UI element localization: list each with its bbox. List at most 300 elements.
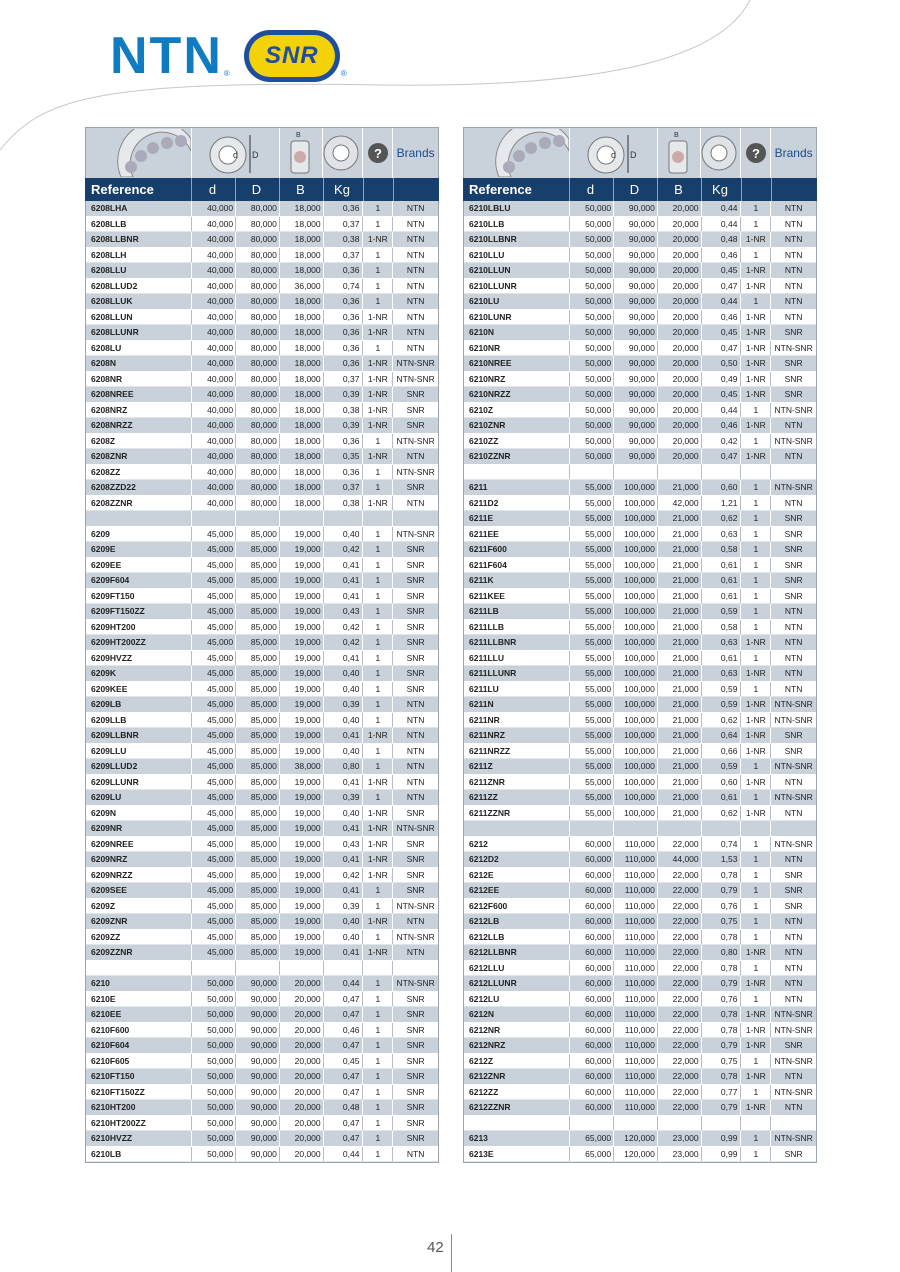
table-row <box>464 1007 816 1023</box>
cell-B: 22,000 <box>658 1085 702 1100</box>
cell-B: 19,000 <box>280 883 324 898</box>
cell-reference: 6211ZZ <box>464 790 570 805</box>
cell-D: 80,000 <box>236 449 280 464</box>
cell-d: 50,000 <box>192 992 236 1007</box>
cell-d: 55,000 <box>570 542 614 557</box>
cell-d: 65,000 <box>570 1147 614 1162</box>
cell-kg: 0,47 <box>702 449 742 464</box>
cell-brand: NTN <box>406 296 425 306</box>
cell-D: 100,000 <box>614 744 658 759</box>
cell-kg: 0,36 <box>324 201 364 216</box>
cell-d: 45,000 <box>192 527 236 542</box>
cell-kg: 0,43 <box>324 837 364 852</box>
cell-brand: SNR <box>406 1055 425 1066</box>
right-table-body <box>463 201 817 1163</box>
cell-d: 45,000 <box>192 542 236 557</box>
cell-B: 21,000 <box>658 558 702 573</box>
cell-reference: 6208LLH <box>86 248 192 263</box>
cell-kg: 0,38 <box>324 232 364 247</box>
table-row <box>464 1023 816 1039</box>
cell-brand: NTN-SNR <box>774 1009 813 1019</box>
col-brand <box>394 178 439 201</box>
cell-D: 90,000 <box>236 1023 280 1038</box>
cell-B: 18,000 <box>280 496 324 511</box>
cell-kg: 0,36 <box>324 356 364 371</box>
cell-code: 1 <box>363 620 393 635</box>
table-row <box>464 620 816 636</box>
cell-reference: 6211F604 <box>464 558 570 573</box>
table-row <box>464 542 816 558</box>
cell-d: 45,000 <box>192 821 236 836</box>
table-row <box>464 945 816 961</box>
table-row <box>464 387 816 403</box>
cell-brand: NTN <box>406 916 425 926</box>
cell-B: 18,000 <box>280 294 324 309</box>
cell-B: 20,000 <box>658 418 702 433</box>
cell-B: 20,000 <box>280 1023 324 1038</box>
cell-reference: 6208LLUNR <box>86 325 192 340</box>
cell-kg: 0,59 <box>702 697 742 712</box>
cell-brand: SNR <box>406 621 425 632</box>
brands-label: Brands <box>396 146 435 160</box>
cell-brand: NTN-SNR <box>396 373 435 384</box>
d-label: d <box>610 150 616 160</box>
table-row <box>464 573 816 589</box>
cell-kg: 0,35 <box>324 449 364 464</box>
cell-brand: SNR <box>784 575 803 585</box>
cell-D: 90,000 <box>614 310 658 325</box>
cell-reference: 6211NRZ <box>464 728 570 743</box>
cell-D: 85,000 <box>236 558 280 573</box>
cell-code <box>363 511 393 526</box>
table-row <box>464 883 816 899</box>
cell-reference: 6208LLU <box>86 263 192 278</box>
cell-brand: SNR <box>406 389 425 399</box>
bearing-photo-icon <box>464 128 570 178</box>
cell-d: 65,000 <box>570 1131 614 1146</box>
snr-logo-text: SNR <box>264 42 319 69</box>
table-row <box>464 759 816 775</box>
cell-d: 50,000 <box>570 325 614 340</box>
cell-kg: 0,47 <box>324 1007 364 1022</box>
cell-d: 50,000 <box>192 1085 236 1100</box>
cell-kg: 0,45 <box>702 387 742 402</box>
cell-brand: NTN-SNR <box>774 435 813 446</box>
table-row <box>86 620 438 636</box>
cell-D: 110,000 <box>614 899 658 914</box>
cell-d: 45,000 <box>192 945 236 960</box>
cell-d: 50,000 <box>192 976 236 991</box>
table-row <box>464 434 816 450</box>
cell-brand: SNR <box>406 606 425 616</box>
cell-B: 42,000 <box>658 496 702 511</box>
cell-B: 20,000 <box>280 1116 324 1131</box>
table-row <box>86 387 438 403</box>
cell-B: 18,000 <box>280 217 324 232</box>
table-row <box>86 635 438 651</box>
table-row <box>464 558 816 574</box>
cell-brand: SNR <box>784 869 803 880</box>
cell-kg <box>324 511 364 526</box>
cell-reference: 6211N <box>464 697 570 712</box>
cell-kg: 0,60 <box>702 775 742 790</box>
cell-kg: 0,44 <box>324 976 364 991</box>
cell-reference: 6208ZZD22 <box>86 480 192 495</box>
cell-d: 45,000 <box>192 620 236 635</box>
cell-B: 21,000 <box>658 682 702 697</box>
cell-d: 45,000 <box>192 728 236 743</box>
cell-reference: 6211LLB <box>464 620 570 635</box>
cell-code: 1 <box>741 558 771 573</box>
table-row <box>86 1023 438 1039</box>
cell-B: 19,000 <box>280 914 324 929</box>
cell-kg: 0,47 <box>702 341 742 356</box>
cell-code: 1-NR <box>363 852 393 867</box>
table-row <box>464 356 816 372</box>
cell-kg: 0,42 <box>324 542 364 557</box>
table-row <box>464 1038 816 1054</box>
cell-reference: 6208LU <box>86 341 192 356</box>
cell-D: 90,000 <box>614 201 658 216</box>
table-row <box>464 449 816 465</box>
cell-code: 1-NR <box>741 325 771 340</box>
cell-D: 80,000 <box>236 480 280 495</box>
cell-code: 1-NR <box>741 418 771 433</box>
cell-brand: SNR <box>784 900 803 911</box>
cell-D: 100,000 <box>614 604 658 619</box>
cell-code: 1 <box>363 635 393 650</box>
cell-D: 110,000 <box>614 1023 658 1038</box>
cell-reference: 6208ZZNR <box>86 496 192 511</box>
cell-reference: 6208ZNR <box>86 449 192 464</box>
cell-B: 20,000 <box>658 232 702 247</box>
cell-B: 21,000 <box>658 527 702 542</box>
table-row <box>464 201 816 217</box>
cell-kg: 0,40 <box>324 682 364 697</box>
cell-D: 100,000 <box>614 651 658 666</box>
cell-code: 1 <box>363 1147 393 1162</box>
cell-d: 45,000 <box>192 604 236 619</box>
cell-code: 1-NR <box>741 1100 771 1115</box>
cell-B: 18,000 <box>280 480 324 495</box>
cell-kg: 0,41 <box>324 573 364 588</box>
cell-reference: 6209LLUNR <box>86 775 192 790</box>
cell-kg: 0,61 <box>702 790 742 805</box>
cell-B: 19,000 <box>280 775 324 790</box>
cell-reference <box>464 465 570 480</box>
cell-kg: 0,39 <box>324 790 364 805</box>
cell-B: 23,000 <box>658 1131 702 1146</box>
cell-brand: SNR <box>784 358 803 368</box>
cell-reference: 6212NRZ <box>464 1038 570 1053</box>
cell-brand: NTN <box>406 1148 425 1159</box>
cell-code: 1-NR <box>741 387 771 402</box>
cell-D: 100,000 <box>614 713 658 728</box>
cell-brand: SNR <box>406 559 425 570</box>
cell-B: 20,000 <box>280 1100 324 1115</box>
cell-reference: 6211LLUNR <box>464 666 570 681</box>
cell-code: 1 <box>363 1100 393 1115</box>
cell-reference: 6209LLUD2 <box>86 759 192 774</box>
table-row <box>464 232 816 248</box>
cell-brand: NTN-SNR <box>774 482 813 492</box>
cell-B: 22,000 <box>658 1054 702 1069</box>
cell-D: 100,000 <box>614 790 658 805</box>
cell-reference: 6212N <box>464 1007 570 1022</box>
cell-brand: SNR <box>406 637 425 647</box>
cell-B: 21,000 <box>658 651 702 666</box>
cell-d: 55,000 <box>570 806 614 821</box>
table-row <box>464 930 816 946</box>
cell-code: 1 <box>741 837 771 852</box>
cell-brand: NTN-SNR <box>396 900 435 911</box>
cell-d: 55,000 <box>570 635 614 650</box>
table-row <box>464 713 816 729</box>
cell-D: 90,000 <box>614 232 658 247</box>
cell-d: 45,000 <box>192 713 236 728</box>
cell-code: 1-NR <box>741 341 771 356</box>
cell-d: 45,000 <box>192 899 236 914</box>
table-row <box>86 1054 438 1070</box>
table-row <box>464 635 816 651</box>
cell-B: 22,000 <box>658 1007 702 1022</box>
cell-B: 21,000 <box>658 620 702 635</box>
table-row <box>464 1054 816 1070</box>
cell-B: 19,000 <box>280 666 324 681</box>
cell-code: 1 <box>741 403 771 418</box>
cell-d: 45,000 <box>192 635 236 650</box>
cell-code: 1-NR <box>741 372 771 387</box>
cell-reference: 6208LLUN <box>86 310 192 325</box>
cell-B: 21,000 <box>658 713 702 728</box>
cell-kg: 0,41 <box>324 821 364 836</box>
cell-D <box>236 961 280 976</box>
cell-kg: 0,36 <box>324 434 364 449</box>
cell-code: 1 <box>741 930 771 945</box>
col-kg: Kg <box>702 178 742 201</box>
cell-brand: SNR <box>784 559 803 570</box>
cell-kg: 0,78 <box>702 1069 742 1084</box>
cell-brand: NTN-SNR <box>774 1086 813 1097</box>
cell-B: 19,000 <box>280 868 324 883</box>
cell-d: 55,000 <box>570 682 614 697</box>
cell-d: 50,000 <box>570 341 614 356</box>
cell-reference: 6211KEE <box>464 589 570 604</box>
cell-D: 100,000 <box>614 542 658 557</box>
cell-kg: 0,78 <box>702 961 742 976</box>
table-row <box>86 837 438 853</box>
spacer-row <box>86 511 438 527</box>
cell-reference: 6212LLU <box>464 961 570 976</box>
cell-d: 60,000 <box>570 961 614 976</box>
cell-brand: SNR <box>406 838 425 849</box>
cell-reference: 6209F604 <box>86 573 192 588</box>
col-d: d <box>570 178 614 201</box>
cell-d: 60,000 <box>570 914 614 929</box>
cell-code: 1 <box>363 883 393 898</box>
cell-kg: 0,39 <box>324 387 364 402</box>
cell-B: 21,000 <box>658 511 702 526</box>
cell-kg: 0,47 <box>324 1069 364 1084</box>
cell-code: 1 <box>741 604 771 619</box>
cell-kg: 0,75 <box>702 1054 742 1069</box>
cell-kg: 0,42 <box>324 620 364 635</box>
cell-d: 45,000 <box>192 558 236 573</box>
cell-B: 22,000 <box>658 1069 702 1084</box>
cell-reference: 6211NRZZ <box>464 744 570 759</box>
table-row <box>86 341 438 357</box>
cell-D: 90,000 <box>236 1085 280 1100</box>
cell-d: 45,000 <box>192 883 236 898</box>
cell-B: 21,000 <box>658 759 702 774</box>
table-row <box>464 837 816 853</box>
cell-d: 55,000 <box>570 558 614 573</box>
table-row <box>464 279 816 295</box>
cell-d: 55,000 <box>570 620 614 635</box>
cell-d: 40,000 <box>192 372 236 387</box>
cell-reference: 6211K <box>464 573 570 588</box>
col-D: D <box>614 178 658 201</box>
cell-code: 1 <box>363 1038 393 1053</box>
cell-brand: NTN <box>784 420 803 430</box>
cell-brand: NTN <box>406 203 425 213</box>
cell-D: 110,000 <box>614 945 658 960</box>
table-row <box>464 589 816 605</box>
cell-B: 22,000 <box>658 837 702 852</box>
cell-B: 21,000 <box>658 573 702 588</box>
cell-d: 40,000 <box>192 201 236 216</box>
cell-kg: 0,40 <box>324 744 364 759</box>
cell-kg: 0,47 <box>324 1116 364 1131</box>
cell-code: 1 <box>363 651 393 666</box>
cell-brand: NTN-SNR <box>774 792 813 802</box>
cell-reference: 6210ZZ <box>464 434 570 449</box>
col-brand <box>772 178 817 201</box>
cell-code: 1-NR <box>363 837 393 852</box>
cell-D: 110,000 <box>614 1038 658 1053</box>
cell-brand: NTN-SNR <box>774 699 813 709</box>
cell-reference: 6211D2 <box>464 496 570 511</box>
cell-brand: NTN <box>406 451 425 461</box>
table-row <box>86 589 438 605</box>
cell-B: 18,000 <box>280 248 324 263</box>
cell-D: 90,000 <box>614 263 658 278</box>
icon-header-row <box>463 127 817 178</box>
cell-reference: 6209HVZZ <box>86 651 192 666</box>
cell-reference: 6210EE <box>86 1007 192 1022</box>
cell-d: 55,000 <box>570 511 614 526</box>
cell-D: 80,000 <box>236 325 280 340</box>
cell-d: 60,000 <box>570 1069 614 1084</box>
cell-brand: NTN <box>784 203 803 213</box>
cell-D: 85,000 <box>236 589 280 604</box>
cell-kg: 0,43 <box>324 604 364 619</box>
cell-code: 1-NR <box>741 744 771 759</box>
cell-D: 80,000 <box>236 418 280 433</box>
cell-D: 80,000 <box>236 465 280 480</box>
cell-brand: SNR <box>406 1024 425 1035</box>
cell-reference: 6209LLU <box>86 744 192 759</box>
cell-d: 55,000 <box>570 713 614 728</box>
cell-reference: 6210Z <box>464 403 570 418</box>
cell-B: 18,000 <box>280 232 324 247</box>
cell-B: 19,000 <box>280 635 324 650</box>
cell-D: 80,000 <box>236 232 280 247</box>
cell-reference: 6210ZNR <box>464 418 570 433</box>
cell-B: 22,000 <box>658 992 702 1007</box>
cell-reference: 6208NREE <box>86 387 192 402</box>
cell-reference: 6212ZZNR <box>464 1100 570 1115</box>
cell-brand: NTN <box>784 497 803 508</box>
cell-brand: SNR <box>406 807 425 818</box>
cell-kg: 0,41 <box>324 883 364 898</box>
cell-brand <box>771 1116 816 1131</box>
cell-brand: NTN <box>784 683 803 694</box>
cell-B: 18,000 <box>280 465 324 480</box>
cell-D: 85,000 <box>236 728 280 743</box>
table-row <box>464 728 816 744</box>
table-row <box>464 1131 816 1147</box>
cell-brand: NTN-SNR <box>774 714 813 725</box>
cell-d: 45,000 <box>192 759 236 774</box>
table-row <box>464 248 816 264</box>
table-row <box>86 573 438 589</box>
cell-B: 19,000 <box>280 542 324 557</box>
cell-code <box>363 961 393 976</box>
cell-brand: NTN <box>784 218 803 229</box>
cell-D: 90,000 <box>614 217 658 232</box>
cell-d: 50,000 <box>192 1023 236 1038</box>
cell-brand: SNR <box>406 482 425 492</box>
cell-reference: 6212F600 <box>464 899 570 914</box>
cell-reference: 6209FT150 <box>86 589 192 604</box>
table-row <box>464 217 816 233</box>
cell-d: 40,000 <box>192 263 236 278</box>
cell-brand: SNR <box>784 1040 803 1050</box>
cell-d: 60,000 <box>570 837 614 852</box>
cell-d: 50,000 <box>570 232 614 247</box>
cell-code: 1-NR <box>741 713 771 728</box>
cell-D: 90,000 <box>614 449 658 464</box>
ntn-logo: NTN <box>110 27 223 85</box>
cell-D: 85,000 <box>236 852 280 867</box>
col-reference: Reference <box>463 178 570 201</box>
cell-d: 50,000 <box>570 294 614 309</box>
cell-kg: 0,45 <box>324 1054 364 1069</box>
cell-reference: 6209ZNR <box>86 914 192 929</box>
cell-reference: 6208LLUK <box>86 294 192 309</box>
table-row <box>86 480 438 496</box>
cell-code: 1 <box>363 341 393 356</box>
cell-kg: 0,59 <box>702 682 742 697</box>
left-table <box>85 127 439 1163</box>
cell-B: 20,000 <box>658 341 702 356</box>
cell-D: 110,000 <box>614 976 658 991</box>
table-row <box>86 992 438 1008</box>
table-row <box>86 883 438 899</box>
cell-d: 50,000 <box>192 1100 236 1115</box>
cell-code: 1 <box>741 883 771 898</box>
table-row <box>464 263 816 279</box>
cell-reference: 6209NRZZ <box>86 868 192 883</box>
cell-code: 1-NR <box>363 775 393 790</box>
table-row <box>464 961 816 977</box>
column-header-row <box>85 178 439 201</box>
cell-D: 85,000 <box>236 635 280 650</box>
cell-kg: 0,45 <box>702 325 742 340</box>
cell-brand: SNR <box>406 668 425 678</box>
cell-kg: 0,41 <box>324 558 364 573</box>
